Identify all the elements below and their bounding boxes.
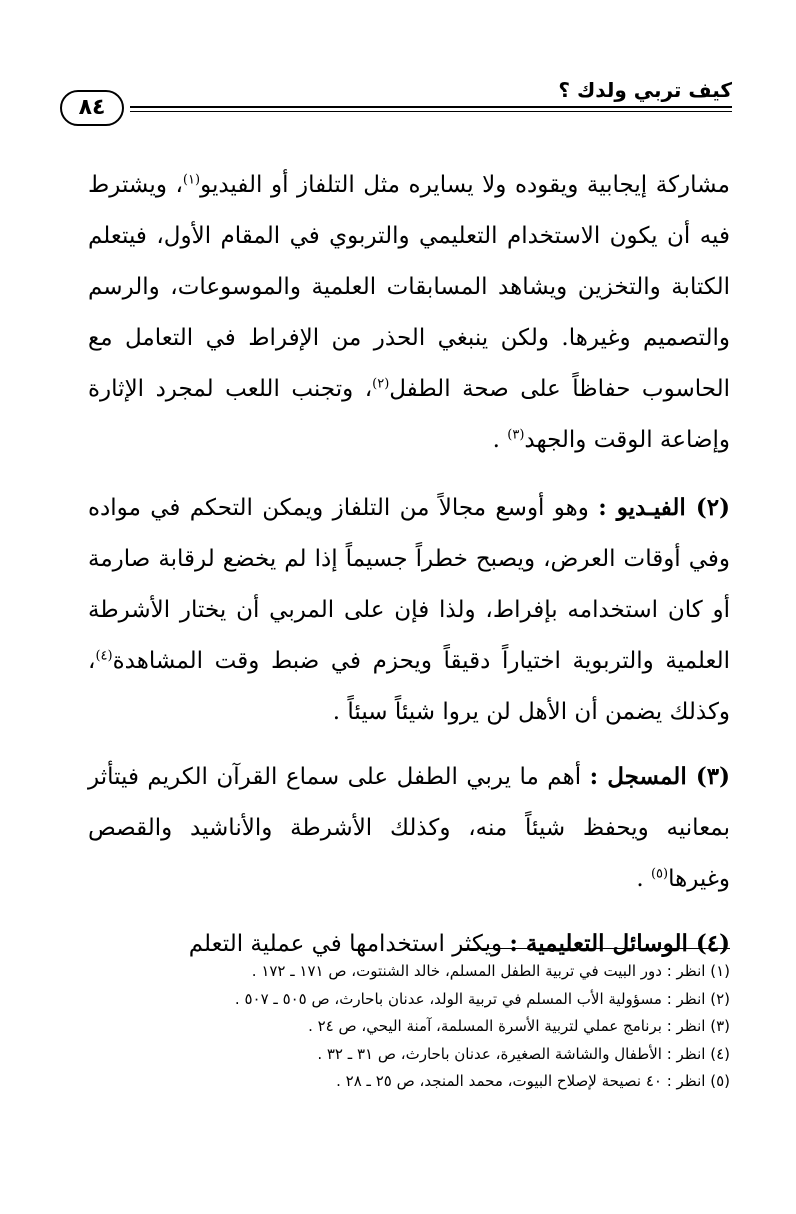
paragraph-computer: [88, 160, 730, 466]
footnote-4: (٤) انظر : الأطفال والشاشة الصغيرة، عدنان باحارث، ص ٣١ ـ ٣٢ .: [317, 1044, 730, 1063]
page-header: [60, 74, 732, 134]
running-title: كيف تربي ولدك ؟: [558, 78, 732, 102]
footnote-ref-1[interactable]: (١): [182, 172, 201, 188]
footnote-ref-5[interactable]: (٥): [650, 866, 669, 882]
footnote-3: (٣) انظر : برنامج عملي لتربية الأسرة المسلمة، آمنة اليحي، ص ٢٤ .: [308, 1017, 730, 1035]
footnote-2: (٢) انظر : مسؤولية الأب المسلم في تربية الولد، عدنان باحارث، ص ٥٠٥ ـ ٥٠٧ .: [234, 989, 730, 1008]
text-run: أهم ما يربي الطفل على سماع القرآن الكريم فيتأثر بمعانيه ويحفظ شيئاً منه، وكذلك الأشرطة والأناشيد والقصص وغيرها: [88, 764, 730, 892]
text-run: ، وتجنب اللعب لمجرد الإثارة وإضاعة الوقت والجهد: [88, 376, 730, 453]
footnote-5: (٥) انظر : ٤٠ نصيحة لإصلاح البيوت، محمد المنجد، ص ٢٥ ـ ٢٨ .: [336, 1072, 730, 1090]
page-number: ٨٤: [60, 90, 124, 126]
section-heading-educational-aids: (٤) الوسائل التعليمية :: [509, 930, 730, 957]
footnote-1: (١) انظر : دور البيت في تربية الطفل المسلم، خالد الشنتوت، ص ١٧١ ـ ١٧٢ .: [251, 962, 730, 980]
footnote-ref-2[interactable]: (٢): [372, 376, 390, 392]
text-run: .: [636, 866, 651, 892]
body-text: [88, 160, 730, 983]
text-run: .: [492, 427, 508, 453]
paragraph-recorder: [88, 751, 730, 905]
paragraph-video: [88, 482, 730, 738]
header-rule-thin: [130, 111, 732, 112]
text-run: وهو أوسع مجالاً من التلفاز ويمكن التحكم في مواده وفي أوقات العرض، ويصبح خطراً جسيماً إذا لم يخضع لرقابة صارمة أو كان استخدامه بإفراط، ولذا فإن على المربي أن يختار الأشرطة العلمية والتربوية اختياراً دقيقاً ويحزم في ضبط وقت المشاهدة: [88, 495, 730, 674]
footnote-ref-3[interactable]: (٣): [507, 427, 525, 443]
footnotes: [100, 958, 730, 1096]
text-run: ويكثر استخدامها في عملية التعلم: [188, 931, 510, 957]
text-run: ، وكذلك يضمن أن الأهل لن يروا شيئاً سيئاً .: [88, 648, 730, 725]
section-heading-video: (٢) الفيـديو :: [598, 494, 730, 521]
section-heading-recorder: (٣) المسجل :: [589, 763, 730, 790]
footnote-ref-4[interactable]: (٤): [95, 648, 113, 664]
header-rule: [130, 106, 732, 108]
text-run: ، ويشترط فيه أن يكون الاستخدام التعليمي والتربوي في المقام الأول، فيتعلم الكتابة والتخزين ويشاهد المسابقات العلمية والموسوعات، والرسم والتصميم وغيرها. ولكن ينبغي الحذر من الإفراط في التعامل مع الحاسوب حفاظاً على صحة الطفل: [88, 172, 730, 402]
text-run: مشاركة إيجابية ويقوده ولا يسايره مثل التلفاز أو الفيديو: [200, 172, 730, 198]
footnote-divider: [460, 948, 730, 949]
